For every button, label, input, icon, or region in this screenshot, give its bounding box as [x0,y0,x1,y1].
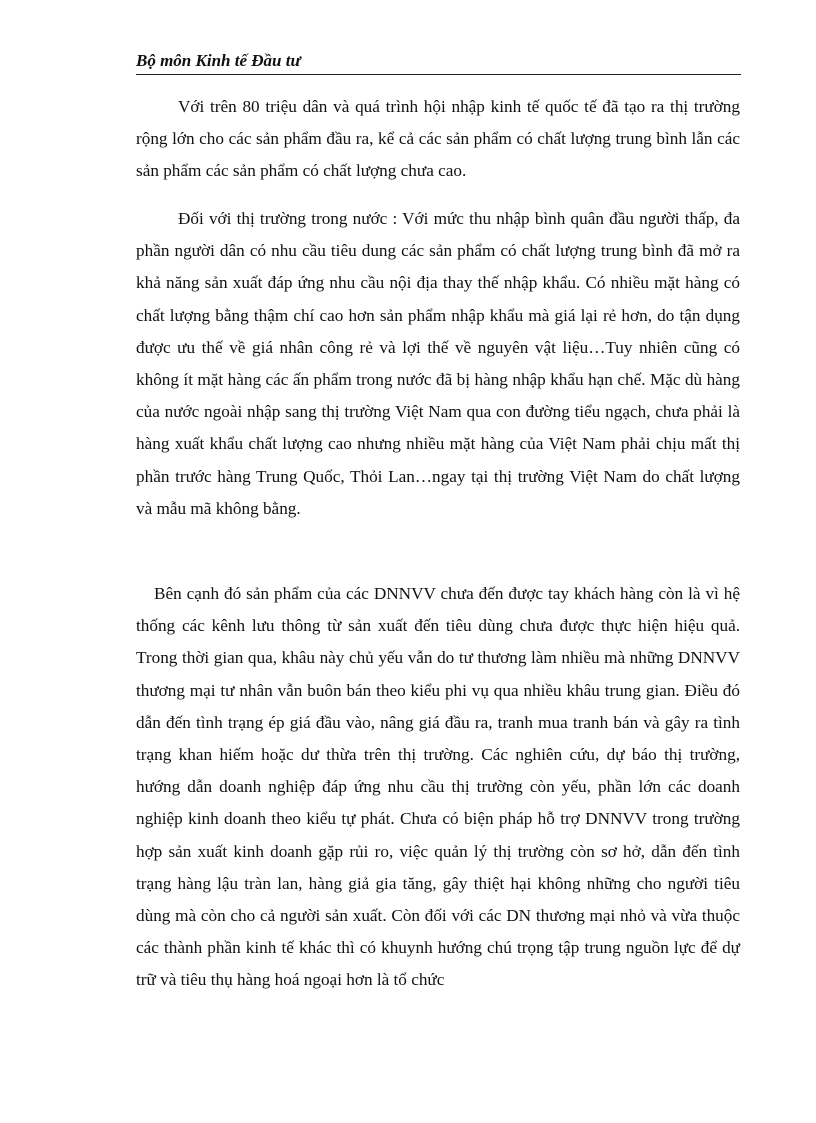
paragraph-domestic-market: Đối với thị trường trong nước : Với mức thu nhập bình quân đầu người thấp, đa phần người dân có nhu cầu tiêu dung các sản phẩm có chất lượng trung bình đã mở ra khả năng sản xuất đáp ứng nhu cầu nội địa thay thế nhập khẩu. Có nhiều mặt hàng có chất lượng bằng thậm chí cao hơn sản phẩm nhập khẩu mà giá lại rẻ hơn, do tận dụng được ưu thế về giá nhân công rẻ và lợi thế về nguyên vật liệu…Tuy nhiên cũng có không ít mặt hàng các ấn phẩm trong nước đã bị hàng nhập khẩu hạn chế. Mặc dù hàng của nước ngoài nhập sang thị trường Việt Nam qua con đường tiểu ngạch, chưa phải là hàng xuất khẩu chất lượng cao nhưng nhiều mặt hàng của Việt Nam phải chịu mất thị phần trước hàng Trung Quốc, Thỏi Lan…ngay tại thị trường Việt Nam do chất lượng và mẫu mã không bằng. [136,209,740,518]
paragraph-distribution-channels: Bên cạnh đó sản phẩm của các DNNVV chưa đến được tay khách hàng còn là vì hệ thống các kênh lưu thông từ sản xuất đến tiêu dùng chưa được thực hiện hiệu quả. Trong thời gian qua, khâu này chủ yếu vẫn do tư thương làm nhiều mà những DNNVV thương mại tư nhân vẫn buôn bán theo kiểu phi vụ qua nhiều khâu trung gian. Điều đó dẫn đến tình trạng ép giá đầu vào, nâng giá đầu ra, tranh mua tranh bán và gây ra tình trạng khan hiếm hoặc dư thừa trên thị trường. Các nghiên cứu, dự báo thị trường, hướng dẫn doanh nghiệp đáp ứng nhu cầu thị trường còn yếu, phần lớn các doanh nghiệp kinh doanh theo kiểu tự phát. Chưa có biện pháp hỗ trợ DNNVV trong trường hợp sản xuất kinh doanh gặp rủi ro, việc quản lý thị trường còn sơ hở, dẫn đến tình trạng hàng lậu tràn lan, hàng giả gia tăng, gây thiệt hại không những cho người tiêu dùng mà còn cho cả người sản xuất. Còn đối với các DN thương mại nhỏ và vừa thuộc các thành phần kinh tế khác thì có khuynh hướng chú trọng tập trung nguồn lực để dự trữ và tiêu thụ hàng hoá ngoại hơn là tổ chức [136,584,740,990]
page-header [136,50,741,75]
paragraph-market-size: Với trên 80 triệu dân và quá trình hội nhập kinh tế quốc tế đã tạo ra thị trường rộng lớn cho các sản phẩm đầu ra, kể cả các sản phẩm có chất lượng trung bình lẫn các sản phẩm các sản phẩm có chất lượng chưa cao. [136,97,740,181]
page-header-title: Bộ môn Kinh tế Đầu tư [136,51,301,70]
